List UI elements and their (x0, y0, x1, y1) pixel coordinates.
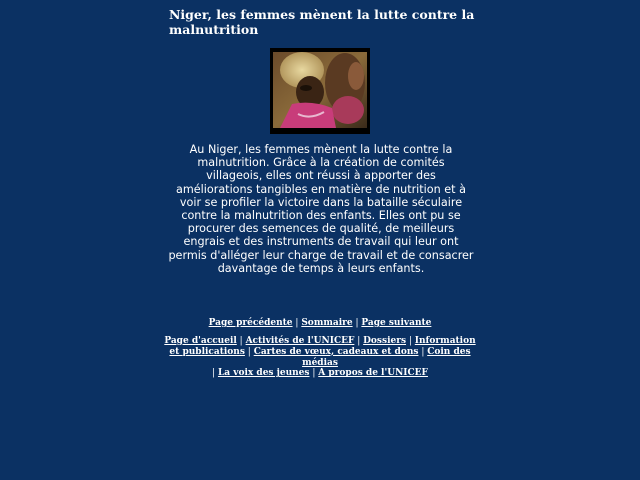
info-publications-link[interactable]: Information et publications (169, 336, 476, 357)
nav-separator: | (309, 368, 319, 379)
home-link[interactable]: Page d'accueil (164, 336, 237, 346)
media-corner-link[interactable]: Coin des médias (302, 346, 471, 368)
previous-page-link[interactable]: Page précédente (208, 318, 293, 328)
nav-separator: | (418, 346, 428, 357)
photo-women-niger (270, 48, 370, 134)
photo-image (270, 48, 370, 134)
youth-voice-link[interactable]: La voix des jeunes (217, 368, 310, 379)
pager-nav (160, 318, 480, 329)
unicef-activities-link[interactable]: Activités de l'UNICEF (245, 336, 355, 346)
nav-separator: | (354, 336, 364, 346)
nav-separator: | (244, 346, 254, 357)
site-nav (160, 336, 480, 379)
article-body: Au Niger, les femmes mènent la lutte contre la malnutrition. Grâce à la création de comités villageois, elles ont réussi à apporter des améliorations tangibles en matière de nutrition et à voir se profiler la victoire dans la bataille séculaire contre la malnutrition des enfants. Elles ont pu se procurer des semences de qualité, de meilleurs engrais et des instruments de travail qui leur ont permis d'alléger leur charge de travail et de consacrer davantage de temps à leurs enfants. (168, 143, 474, 275)
next-page-link[interactable]: Page suivante (361, 318, 432, 328)
nav-separator: | (406, 336, 415, 346)
nav-separator: | (352, 318, 362, 328)
about-unicef-link[interactable]: A propos de l'UNICEF (318, 368, 428, 379)
cards-gifts-link[interactable]: Cartes de vœux, cadeaux et dons (253, 346, 419, 357)
dossiers-link[interactable]: Dossiers (363, 336, 407, 346)
nav-separator: | (212, 368, 218, 379)
nav-separator: | (236, 336, 246, 346)
nav-separator: | (292, 318, 302, 328)
page-title: Niger, les femmes mènent la lutte contre la malnutrition (169, 7, 475, 37)
summary-link[interactable]: Sommaire (301, 318, 353, 328)
